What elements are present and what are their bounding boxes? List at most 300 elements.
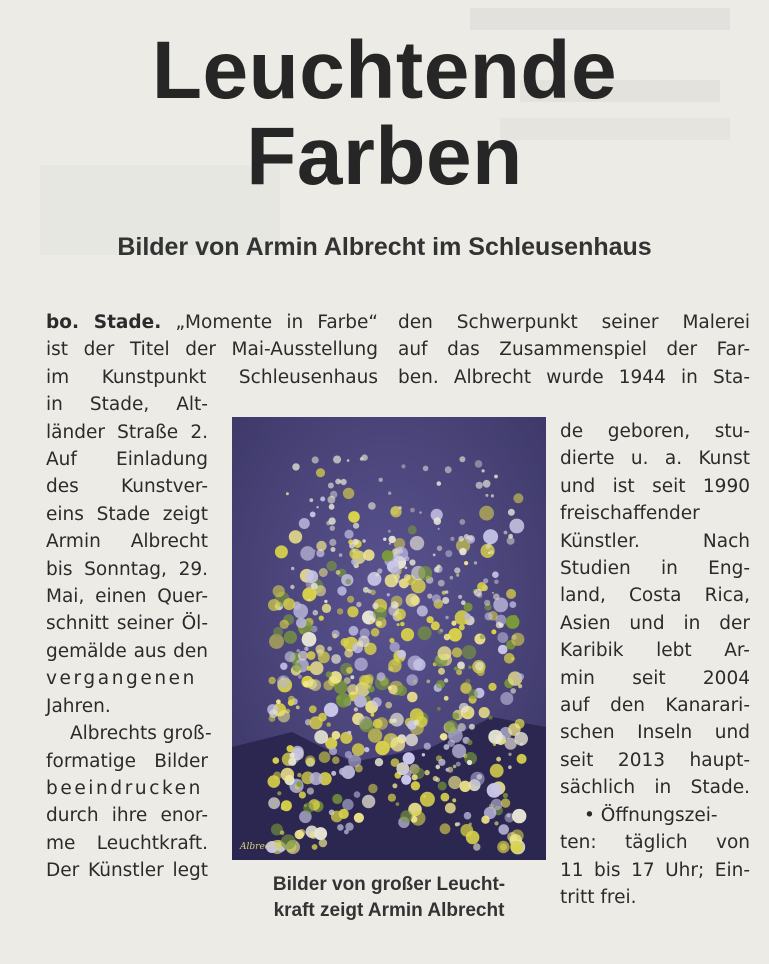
paint-dab bbox=[280, 830, 285, 835]
paint-speckle bbox=[392, 548, 399, 555]
paint-dab bbox=[457, 662, 465, 670]
paint-dab bbox=[493, 743, 496, 746]
paint-speckle bbox=[410, 508, 415, 513]
paint-dab bbox=[467, 760, 472, 765]
paint-dab bbox=[281, 768, 294, 781]
paint-dab bbox=[337, 586, 346, 595]
text-line: formatige Bilder bbox=[46, 750, 208, 772]
paint-speckle bbox=[423, 466, 429, 472]
paint-speckle bbox=[482, 469, 485, 472]
right-text-column-top bbox=[398, 309, 750, 391]
paint-dab bbox=[320, 497, 325, 502]
paint-dab bbox=[388, 794, 396, 802]
paint-dab bbox=[414, 720, 420, 726]
paint-dab bbox=[456, 574, 459, 577]
paint-dab bbox=[350, 675, 354, 679]
paint-dab bbox=[281, 800, 292, 811]
paint-dab bbox=[424, 743, 431, 750]
paint-dab bbox=[339, 809, 349, 819]
paint-dab bbox=[303, 803, 314, 814]
text-line: ist der Titel der Mai-Ausstellung bbox=[46, 339, 378, 361]
paint-dab bbox=[438, 646, 452, 660]
paint-dab bbox=[278, 710, 290, 722]
paint-dab bbox=[344, 530, 353, 539]
paint-dab bbox=[445, 720, 458, 733]
paint-dab bbox=[375, 741, 390, 756]
paint-speckle bbox=[379, 478, 383, 482]
paint-speckle bbox=[314, 550, 316, 552]
paint-dab bbox=[307, 679, 317, 689]
paint-dab bbox=[307, 651, 316, 660]
paint-dab bbox=[327, 561, 337, 571]
paint-speckle bbox=[401, 464, 405, 468]
paint-dab bbox=[299, 518, 310, 529]
paint-speckle bbox=[450, 576, 454, 580]
paint-dab bbox=[397, 623, 400, 626]
paint-dab bbox=[485, 612, 493, 620]
paint-speckle bbox=[476, 482, 483, 489]
text-line: sächlich in Stade. bbox=[560, 777, 750, 799]
painting-photo bbox=[232, 417, 546, 860]
paint-dab bbox=[438, 668, 445, 675]
paint-dab bbox=[387, 593, 390, 596]
paint-speckle bbox=[488, 552, 490, 554]
paint-dab bbox=[292, 662, 301, 671]
paint-dab bbox=[336, 693, 351, 708]
paint-dab bbox=[302, 632, 317, 647]
paint-dab bbox=[497, 632, 508, 643]
paint-dab bbox=[489, 716, 493, 720]
paint-dab bbox=[360, 675, 373, 688]
paint-dab bbox=[433, 776, 438, 781]
paint-dab bbox=[517, 673, 524, 680]
paint-dab bbox=[273, 757, 280, 764]
paint-dab bbox=[448, 628, 462, 642]
paint-speckle bbox=[483, 480, 491, 488]
paint-dab bbox=[496, 757, 501, 762]
paint-speckle bbox=[438, 580, 445, 587]
paint-dab bbox=[408, 525, 417, 534]
paint-dab bbox=[514, 732, 528, 746]
paint-dab bbox=[468, 689, 478, 699]
paint-speckle bbox=[349, 543, 355, 549]
paint-dab bbox=[437, 707, 441, 711]
text-line bbox=[46, 309, 378, 336]
paint-dab bbox=[331, 771, 336, 776]
text-line: und ist seit 1990 bbox=[560, 475, 750, 497]
paint-dab bbox=[440, 733, 447, 740]
paint-dab bbox=[426, 680, 430, 684]
paint-dab bbox=[512, 809, 526, 823]
paint-dab bbox=[286, 492, 289, 495]
paint-dab bbox=[453, 765, 457, 769]
paint-dab bbox=[509, 601, 516, 608]
paint-dab bbox=[276, 699, 281, 704]
paint-dab bbox=[277, 791, 281, 795]
paint-dab bbox=[298, 675, 302, 679]
paint-speckle bbox=[388, 530, 391, 533]
paint-dab bbox=[500, 692, 513, 705]
paint-dab bbox=[383, 538, 386, 541]
paint-dab bbox=[280, 620, 289, 629]
paint-dab bbox=[348, 755, 361, 768]
paint-dab bbox=[397, 650, 406, 659]
paint-dab bbox=[331, 654, 341, 664]
paint-speckle bbox=[377, 568, 382, 573]
wrapped-text-block bbox=[46, 391, 212, 884]
paint-dab bbox=[273, 627, 283, 637]
paint-dab bbox=[465, 679, 470, 684]
paint-dab bbox=[341, 638, 350, 647]
text-line: den Schwerpunkt seiner Malerei bbox=[398, 312, 750, 333]
paint-dab bbox=[488, 730, 502, 744]
paint-dab bbox=[269, 709, 278, 718]
paint-dab bbox=[427, 594, 432, 599]
paint-dab bbox=[517, 754, 527, 764]
paint-speckle bbox=[333, 456, 341, 464]
paint-speckle bbox=[491, 494, 494, 497]
paint-dab bbox=[314, 827, 327, 840]
paint-dab bbox=[464, 561, 468, 565]
paint-dab bbox=[291, 567, 294, 570]
paint-dab bbox=[440, 823, 451, 834]
paint-dab bbox=[352, 743, 365, 756]
paint-dab bbox=[327, 646, 332, 651]
paint-speckle bbox=[353, 523, 359, 529]
paint-dab bbox=[296, 706, 300, 710]
paint-dab bbox=[349, 626, 359, 636]
paint-speckle bbox=[477, 593, 482, 598]
paint-dab bbox=[459, 703, 469, 713]
paint-dab bbox=[354, 695, 367, 708]
paint-dab bbox=[411, 781, 420, 790]
paint-dab bbox=[347, 596, 354, 603]
paint-dab bbox=[289, 530, 302, 543]
paint-dab bbox=[347, 684, 358, 695]
paint-dab bbox=[309, 705, 317, 713]
paint-speckle bbox=[376, 574, 379, 577]
paint-dab bbox=[480, 634, 485, 639]
paint-speckle bbox=[324, 600, 327, 603]
paint-dab bbox=[300, 546, 315, 561]
text-line: Albrechts groß- bbox=[70, 723, 212, 745]
paint-dab bbox=[319, 616, 324, 621]
paint-dab bbox=[281, 834, 296, 849]
paint-dab bbox=[412, 774, 418, 780]
paint-dab bbox=[297, 649, 300, 652]
paint-dab bbox=[316, 468, 325, 477]
text-line: Der Künstler legt bbox=[46, 860, 208, 882]
paint-dab bbox=[298, 651, 308, 661]
paint-dab bbox=[498, 824, 509, 835]
paint-dab bbox=[382, 550, 393, 561]
paint-speckle bbox=[454, 567, 460, 573]
paint-dab bbox=[499, 623, 504, 628]
paint-dab bbox=[511, 633, 524, 646]
paint-speckle bbox=[362, 539, 365, 542]
paint-dab bbox=[509, 519, 524, 534]
paint-dab bbox=[479, 707, 490, 718]
text-line: Studien in Eng- bbox=[560, 558, 750, 580]
paint-dab bbox=[483, 529, 498, 544]
paint-speckle bbox=[485, 545, 489, 549]
paint-dab bbox=[464, 613, 470, 619]
paint-dab bbox=[336, 570, 341, 575]
paint-dab bbox=[491, 799, 503, 811]
article-subheadline: Bilder von Armin Albrecht im Schleusenhaus bbox=[117, 233, 652, 261]
paint-dab bbox=[318, 651, 330, 663]
paint-dab bbox=[511, 657, 515, 661]
text-line: Künstler. Nach bbox=[560, 530, 750, 552]
paint-dab bbox=[280, 663, 287, 670]
paint-dab bbox=[456, 669, 462, 675]
paint-dab bbox=[392, 783, 397, 788]
paint-dab bbox=[332, 794, 342, 804]
text-line: eins Stade zeigt bbox=[46, 503, 208, 525]
paint-speckle bbox=[405, 566, 408, 569]
paint-dab bbox=[363, 549, 374, 560]
paint-dab bbox=[385, 702, 392, 709]
paint-dab bbox=[391, 737, 406, 752]
paint-dab bbox=[326, 671, 332, 677]
paint-dab bbox=[329, 747, 337, 755]
paint-speckle bbox=[494, 475, 498, 479]
text-line: Karibik lebt Ar- bbox=[560, 640, 750, 662]
paint-dab bbox=[364, 747, 369, 752]
paint-dab bbox=[307, 788, 314, 795]
paint-dab bbox=[406, 674, 418, 686]
paint-dab bbox=[487, 783, 502, 798]
text-line: bis Sonntag, 29. bbox=[46, 558, 208, 580]
paint-dab bbox=[372, 697, 382, 707]
text-line: beeindrucken bbox=[46, 777, 203, 799]
paint-speckle bbox=[445, 466, 452, 473]
paint-dab bbox=[445, 803, 456, 814]
paint-speckle bbox=[442, 597, 449, 604]
paint-dab bbox=[452, 647, 462, 657]
paint-dab bbox=[506, 589, 516, 599]
paint-dab bbox=[332, 756, 340, 764]
paint-dab bbox=[490, 764, 504, 778]
paint-dab bbox=[368, 784, 377, 793]
text-line: vergangenen bbox=[46, 668, 197, 690]
paint-speckle bbox=[330, 526, 335, 531]
paint-speckle bbox=[458, 536, 464, 542]
paint-dab bbox=[371, 628, 380, 637]
paint-dab bbox=[400, 622, 405, 627]
text-line: im Kunstpunkt Schleusenhaus bbox=[46, 366, 378, 388]
caption-line: kraft zeigt Armin Albrecht bbox=[273, 900, 505, 921]
paint-speckle bbox=[317, 506, 319, 508]
headline-line: Leuchtende bbox=[151, 25, 618, 116]
paint-speckle bbox=[389, 542, 391, 544]
paint-dab bbox=[468, 666, 471, 669]
paint-dab bbox=[456, 762, 461, 767]
paint-speckle bbox=[475, 460, 483, 468]
paint-speckle bbox=[507, 537, 515, 545]
paint-dab bbox=[305, 570, 318, 583]
paint-dab bbox=[457, 822, 460, 825]
paint-speckle bbox=[458, 595, 462, 599]
paint-dab bbox=[288, 758, 296, 766]
paint-dab bbox=[488, 683, 496, 691]
paint-speckle bbox=[434, 567, 440, 573]
dateline: bo. Stade. bbox=[46, 312, 162, 333]
paint-dab bbox=[503, 793, 508, 798]
paint-dab bbox=[268, 677, 275, 684]
text-line: auf das Zusammenspiel der Far- bbox=[398, 339, 750, 361]
text-line: auf den Kanarari- bbox=[560, 695, 750, 717]
paint-dab bbox=[407, 692, 418, 703]
paint-speckle bbox=[508, 509, 515, 516]
paint-dab bbox=[358, 636, 369, 647]
paint-dab bbox=[436, 765, 441, 770]
paint-dab bbox=[347, 731, 351, 735]
paint-dab bbox=[327, 722, 331, 726]
paint-speckle bbox=[434, 517, 442, 525]
paint-dab bbox=[389, 536, 396, 543]
headline-line: Farben bbox=[246, 111, 523, 202]
photo-caption bbox=[226, 872, 552, 924]
paint-dab bbox=[307, 666, 312, 671]
text-line: Mai, einen Quer- bbox=[46, 586, 208, 608]
paint-speckle bbox=[504, 531, 508, 535]
paint-dab bbox=[424, 770, 429, 775]
paint-dab bbox=[297, 773, 301, 777]
text-fragment: „Momente in Farbe“ bbox=[175, 312, 378, 333]
paint-speckle bbox=[468, 536, 473, 541]
paint-speckle bbox=[339, 553, 343, 557]
text-line: durch ihre enor- bbox=[46, 805, 208, 827]
text-line: • Öffnungszei- bbox=[584, 804, 718, 826]
article-headline bbox=[0, 25, 769, 202]
text-line: gemälde aus den bbox=[46, 640, 208, 662]
paint-dab bbox=[376, 621, 382, 627]
paint-dab bbox=[347, 606, 358, 617]
paint-dab bbox=[396, 685, 407, 696]
paint-speckle bbox=[391, 601, 399, 609]
paint-dab bbox=[373, 719, 383, 729]
paint-dab bbox=[436, 755, 442, 761]
paint-dab bbox=[305, 755, 315, 765]
paint-speckle bbox=[368, 502, 376, 510]
paint-speckle bbox=[445, 590, 448, 593]
paint-dab bbox=[277, 675, 290, 688]
paint-speckle bbox=[484, 600, 490, 606]
paint-dab bbox=[319, 568, 328, 577]
paint-dab bbox=[467, 740, 473, 746]
paint-dab bbox=[388, 659, 401, 672]
paint-speckle bbox=[474, 561, 477, 564]
paint-speckle bbox=[309, 498, 313, 502]
paint-speckle bbox=[292, 463, 299, 470]
paint-dab bbox=[304, 647, 308, 651]
paint-dab bbox=[494, 821, 498, 825]
paint-dab bbox=[459, 548, 466, 555]
paint-dab bbox=[318, 713, 327, 722]
paint-speckle bbox=[459, 456, 465, 462]
paint-dab bbox=[296, 618, 307, 629]
paint-dab bbox=[466, 712, 470, 716]
paint-dab bbox=[342, 799, 353, 810]
painting-illustration bbox=[232, 417, 546, 860]
paint-dab bbox=[492, 571, 499, 578]
paint-dab bbox=[290, 585, 294, 589]
paint-dab bbox=[510, 841, 523, 854]
paint-dab bbox=[314, 730, 328, 744]
paint-dab bbox=[354, 707, 358, 711]
paint-dab bbox=[268, 797, 280, 809]
paint-dab bbox=[351, 559, 357, 565]
paint-speckle bbox=[326, 521, 331, 526]
text-line: me Leuchtkraft. bbox=[46, 832, 208, 854]
text-line: seit 2013 haupt- bbox=[560, 749, 750, 771]
paint-dab bbox=[475, 662, 484, 671]
paint-dab bbox=[452, 798, 456, 802]
paint-dab bbox=[405, 734, 418, 747]
paint-dab bbox=[452, 744, 466, 758]
paint-dab bbox=[418, 626, 432, 640]
paint-speckle bbox=[450, 537, 454, 541]
paint-dab bbox=[406, 593, 419, 606]
paint-dab bbox=[346, 667, 353, 674]
paint-speckle bbox=[308, 599, 310, 601]
paint-dab bbox=[295, 830, 304, 839]
paint-dab bbox=[510, 688, 516, 694]
paint-dab bbox=[362, 795, 375, 808]
text-line: schen Inseln und bbox=[560, 722, 750, 744]
paint-speckle bbox=[331, 547, 336, 552]
paint-dab bbox=[316, 541, 326, 551]
paint-dab bbox=[410, 536, 424, 550]
paint-speckle bbox=[433, 554, 436, 557]
paint-speckle bbox=[461, 600, 466, 605]
paint-dab bbox=[377, 672, 386, 681]
text-line: de geboren, stu- bbox=[560, 421, 750, 442]
paint-dab bbox=[371, 713, 375, 717]
paint-dab bbox=[438, 782, 447, 791]
paint-speckle bbox=[352, 549, 356, 553]
paint-dab bbox=[344, 649, 353, 658]
text-line: in Stade, Alt- bbox=[46, 394, 208, 416]
paint-speckle bbox=[419, 511, 422, 514]
paint-dab bbox=[354, 658, 367, 671]
paint-dab bbox=[403, 752, 415, 764]
paint-speckle bbox=[329, 504, 335, 510]
paint-speckle bbox=[409, 559, 415, 565]
paint-dab bbox=[310, 661, 324, 675]
paint-dab bbox=[481, 816, 489, 824]
paint-dab bbox=[473, 843, 480, 850]
paint-dab bbox=[268, 599, 280, 611]
paint-dab bbox=[339, 768, 347, 776]
paint-dab bbox=[284, 631, 297, 644]
paint-dab bbox=[332, 634, 337, 639]
text-line: schnitt seiner Öl- bbox=[46, 613, 208, 635]
paint-dab bbox=[490, 550, 494, 554]
paint-dab bbox=[469, 724, 475, 730]
paint-dab bbox=[462, 645, 476, 659]
paint-dab bbox=[404, 770, 412, 778]
paint-speckle bbox=[494, 580, 499, 585]
paint-dab bbox=[404, 574, 411, 581]
paint-speckle bbox=[372, 603, 378, 609]
paint-speckle bbox=[367, 589, 371, 593]
text-line: Armin Albrecht bbox=[46, 531, 208, 553]
paint-dab bbox=[293, 604, 308, 619]
text-line: Jahren. bbox=[46, 695, 111, 717]
text-line: Auf Einladung bbox=[46, 449, 208, 471]
